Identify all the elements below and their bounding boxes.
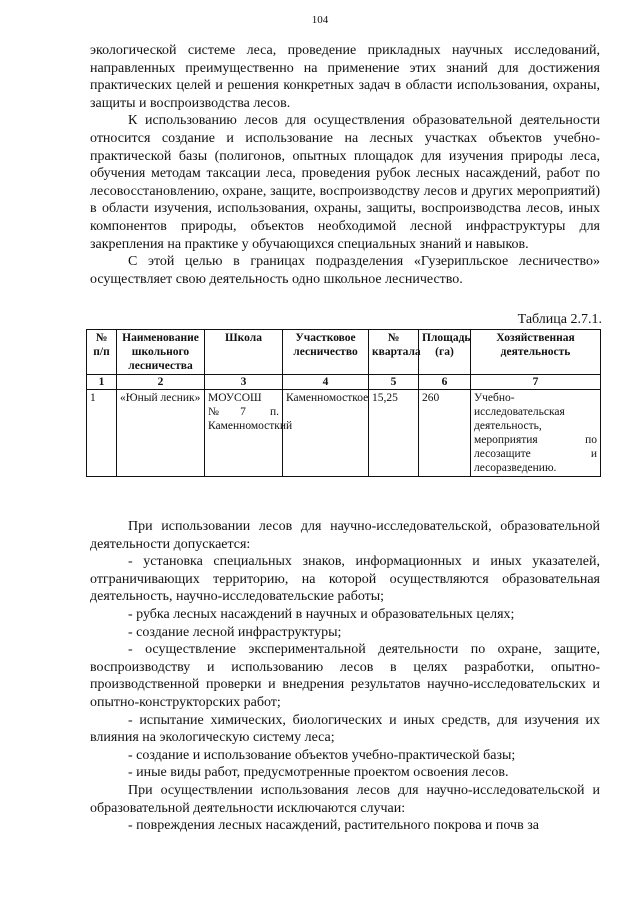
school-forestry-table: [86, 329, 601, 477]
list-item: - иные виды работ, предусмотренные проектом освоения лесов.: [128, 765, 509, 781]
column-number-row: [87, 375, 601, 390]
column-number: 4: [283, 375, 369, 390]
table-cell: 260: [419, 390, 471, 477]
paragraph: С этой целью в границах подразделения «Гузерипльское лесничество» осуществляет свою деятельность одно школьное лесничество.: [90, 254, 600, 287]
column-number: 1: [87, 375, 117, 390]
paragraph: При осуществлении использования лесов для научно-исследовательской и образовательной деятельности исключаются случаи:: [90, 782, 600, 816]
table-caption: Таблица 2.7.1.: [517, 312, 602, 327]
column-number: 7: [471, 375, 601, 390]
paragraph: экологической системе леса, проведение прикладных научных исследований, направленных преимущественно на применение этих знаний для достижения практических целей и решения конкретных задач в области использования, охраны, защиты и воспроизводства лесов.: [90, 43, 600, 111]
list-item: - повреждения лесных насаждений, растительного покрова и почв за: [128, 818, 539, 834]
list-item: - создание и использование объектов учебно-практической базы;: [128, 747, 516, 763]
column-number: 2: [117, 375, 205, 390]
table-row: [87, 390, 601, 477]
table-cell: 1: [87, 390, 117, 477]
header-cell: Участковое лесничество: [283, 330, 369, 375]
top-text-block: [90, 42, 600, 288]
header-cell: Хозяйственная деятельность: [471, 330, 601, 375]
page-number: 104: [311, 14, 329, 26]
table-cell: «Юный лесник»: [117, 390, 205, 477]
table-cell: 15,25: [369, 390, 419, 477]
list-item: - создание лесной инфраструктуры;: [128, 624, 342, 640]
header-cell: Площадь (га): [419, 330, 471, 375]
list-item: - установка специальных знаков, информационных и иных указателей, отграничивающих территорию, на которой осуществляются образовательная деятельность, научно-исследовательские работы;: [90, 554, 600, 605]
list-item: - осуществление экспериментальной деятельности по охране, защите, воспроизводству и использованию лесов в целях разработки, опытно-производственной проверки и внедрения результатов научно-исследовательских и опытно-конструкторских работ;: [90, 642, 600, 710]
column-number: 5: [369, 375, 419, 390]
bottom-text-block: [90, 518, 600, 835]
column-number: 6: [419, 375, 471, 390]
table-header-row: [87, 330, 601, 375]
table-cell: Учебно-исследовательская деятельность, мероприятия по лесозащите и лесоразведению.: [471, 390, 601, 477]
header-cell: № квартала: [369, 330, 419, 375]
paragraph: При использовании лесов для научно-исследовательской, образовательной деятельности допускается:: [90, 519, 600, 552]
table-cell: Каменномосткое: [283, 390, 369, 477]
column-number: 3: [205, 375, 283, 390]
header-cell: Наименование школьного лесничества: [117, 330, 205, 375]
list-item: - испытание химических, биологических и иных средств, для изучения их влияния на экологическую систему леса;: [90, 712, 600, 746]
list-item: - рубка лесных насаждений в научных и образовательных целях;: [128, 606, 515, 622]
table-cell: МОУСОШ №7 п. Каменномосткий: [205, 390, 283, 477]
paragraph: К использованию лесов для осуществления образовательной деятельности относится создание и использование на лесных участках объектов учебно-практической базы (полигонов, опытных площадок для изучения природы леса, обучения методам таксации леса, проведения рубок лесных насаждений, работ по лесовосстановлению, охране, защите, воспроизводству лесов и других мероприятий) в области изучения, использования, охраны, защиты, воспроизводства лесов, иных компонентов природы, объектов необходимой лесной инфраструктуры для закрепления на практике у обучающихся специальных знаний и навыков.: [90, 113, 600, 252]
header-cell: № п/п: [87, 330, 117, 375]
header-cell: Школа: [205, 330, 283, 375]
